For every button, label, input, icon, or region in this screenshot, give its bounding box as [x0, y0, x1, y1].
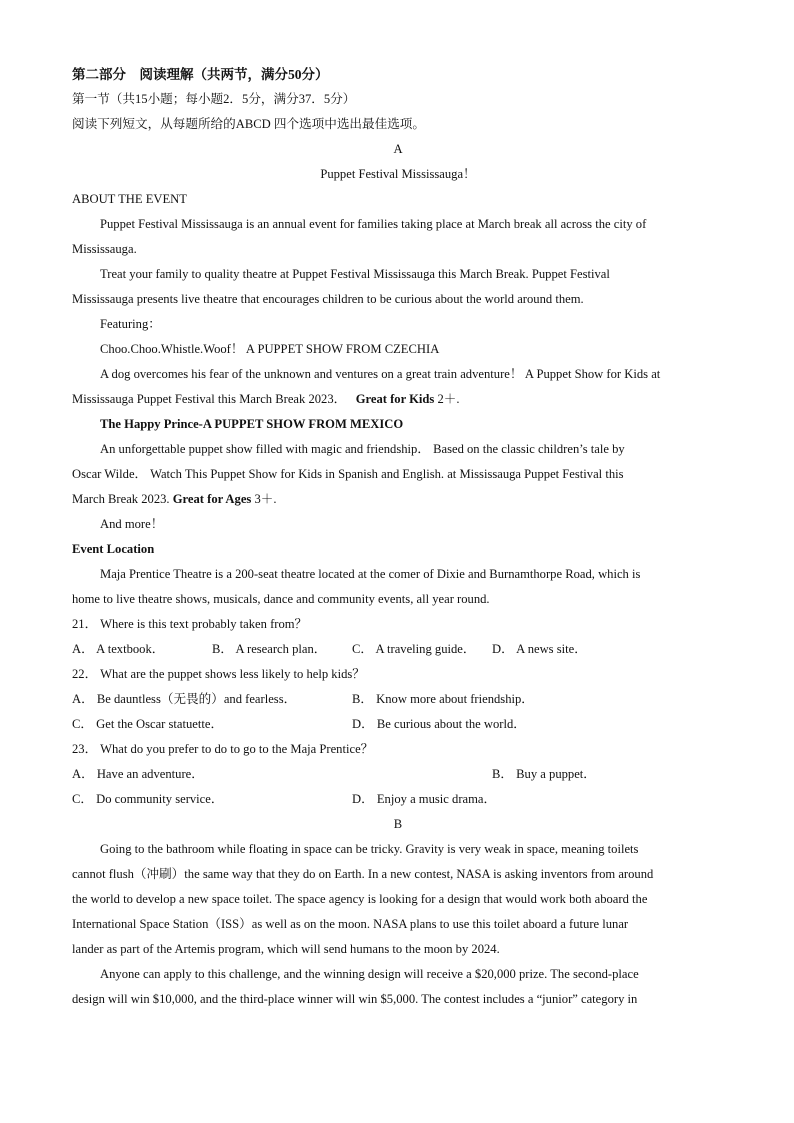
- paragraph-line: Mississauga.: [72, 242, 137, 256]
- paragraph-line: International Space Station（ISS）as well as on the moon. NASA plans to use this toilet aboard a future lunar: [72, 917, 629, 931]
- option-c[interactable]: C． Do community service．: [72, 792, 224, 806]
- paragraph-line: Puppet Festival Mississauga is an annual event for families taking place at March break all across the city of: [100, 217, 647, 231]
- paragraph-line: [72, 487, 724, 512]
- and-more: And more！: [100, 517, 164, 531]
- paragraph-line: the world to develop a new space toilet. The space agency is looking for a design that would work both aboard the: [72, 892, 648, 906]
- paragraph-line: Treat your family to quality theatre at Puppet Festival Mississauga this March Break. Puppet Festival: [100, 267, 610, 281]
- paragraph-line: Anyone can apply to this challenge, and the winning design will receive a $20,000 prize. The second-place: [100, 967, 639, 981]
- option-d[interactable]: D． Be curious about the world．: [352, 717, 526, 731]
- option-row: [72, 712, 724, 737]
- paragraph-text: Mississauga Puppet Festival this March Break 2023．: [72, 392, 347, 406]
- option-c[interactable]: C． Get the Oscar statuette．: [72, 717, 224, 731]
- about-heading: ABOUT THE EVENT: [72, 192, 187, 206]
- option-row: [72, 637, 724, 662]
- paragraph-line: A dog overcomes his fear of the unknown and ventures on a great train adventure！ A Puppet Show for Kids at: [100, 367, 661, 381]
- option-row: [72, 762, 724, 787]
- option-row: [72, 687, 724, 712]
- subsection-title: 第一节（共15小题；每小题2．5分，满分37．5分）: [72, 92, 356, 106]
- section-title: 第二部分 阅读理解（共两节，满分50分）: [72, 67, 329, 82]
- passage-b: [72, 812, 724, 1012]
- option-d[interactable]: D． A news site．: [492, 642, 587, 656]
- paragraph-line: design will win $10,000, and the third-place winner will win $5,000. The contest includes a “junior” category in: [72, 992, 638, 1006]
- paragraph-line: lander as part of the Artemis program, which will send humans to the moon by 2024.: [72, 942, 500, 956]
- paragraph-text: March Break 2023.: [72, 492, 170, 506]
- paragraph-line: Maja Prentice Theatre is a 200-seat theatre located at the comer of Dixie and Burnamthorpe Road, which is: [100, 567, 641, 581]
- exam-page: [72, 62, 724, 1012]
- option-a[interactable]: A． A textbook．: [72, 642, 165, 656]
- paragraph-line: Oscar Wilde． Watch This Puppet Show for Kids in Spanish and English. at Mississauga Puppet Festival this: [72, 467, 624, 481]
- option-b[interactable]: B． Know more about friendship．: [352, 692, 534, 706]
- age-value: 3＋.: [251, 492, 277, 506]
- paragraph-line: home to live theatre shows, musicals, dance and community events, all year round.: [72, 592, 490, 606]
- age-label: Great for Kids: [355, 392, 435, 406]
- option-d[interactable]: D． Enjoy a music drama．: [352, 792, 497, 806]
- option-c[interactable]: C． A traveling guide．: [352, 642, 476, 656]
- paragraph-line: cannot flush（冲刷）the same way that they do on Earth. In a new contest, NASA is asking inventors from around: [72, 867, 654, 881]
- passage-label: B: [393, 817, 403, 831]
- question-22: [72, 662, 724, 737]
- passage-label: A: [393, 142, 403, 156]
- paragraph-line: Mississauga presents live theatre that encourages children to be curious about the world around them.: [72, 292, 584, 306]
- option-a[interactable]: A． Have an adventure．: [72, 767, 204, 781]
- show-title: The Happy Prince-A PUPPET SHOW FROM MEXICO: [100, 417, 404, 431]
- question-stem: 21． Where is this text probably taken from？: [72, 617, 308, 631]
- option-b[interactable]: B． Buy a puppet．: [492, 767, 596, 781]
- show-title: Choo.Choo.Whistle.Woof！ A PUPPET SHOW FROM CZECHIA: [100, 342, 440, 356]
- option-row: [72, 787, 724, 812]
- location-heading: Event Location: [72, 542, 155, 556]
- instructions: 阅读下列短文，从每题所给的ABCD 四个选项中选出最佳选项。: [72, 117, 425, 131]
- paragraph-line: Going to the bathroom while floating in space can be tricky. Gravity is very weak in space, meaning toilets: [100, 842, 639, 856]
- question-23: [72, 737, 724, 812]
- question-stem: 23． What do you prefer to do to go to the Maja Prentice？: [72, 742, 374, 756]
- passage-title: Puppet Festival Mississauga！: [320, 167, 476, 181]
- passage-a: [72, 137, 724, 612]
- question-stem: 22． What are the puppet shows less likely to help kids？: [72, 667, 365, 681]
- featuring-label: Featuring：: [100, 317, 161, 331]
- age-label: Great for Ages: [172, 492, 252, 506]
- paragraph-line: [72, 387, 724, 412]
- age-value: 2＋.: [434, 392, 460, 406]
- option-b[interactable]: B． A research plan．: [212, 642, 327, 656]
- question-21: [72, 612, 724, 662]
- option-a[interactable]: A． Be dauntless（无畏的）and fearless．: [72, 692, 297, 706]
- paragraph-line: An unforgettable puppet show filled with magic and friendship． Based on the classic children’s tale by: [100, 442, 625, 456]
